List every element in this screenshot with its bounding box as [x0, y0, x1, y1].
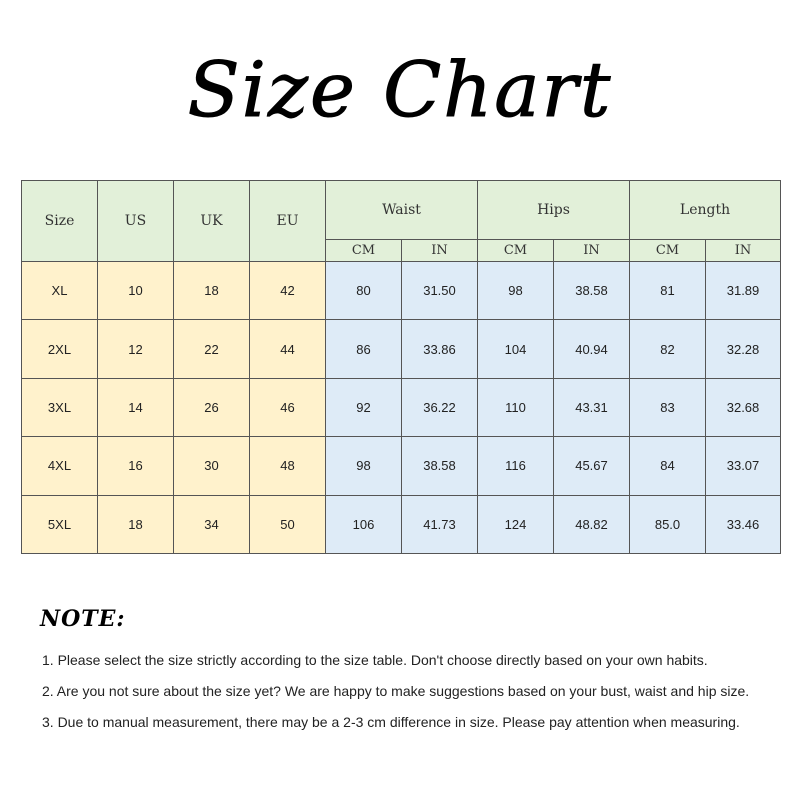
cell-length-cm: 82	[630, 320, 706, 378]
note-line-2: 2. Are you not sure about the size yet? We are happy to make suggestions based on your bust, waist and hip size.	[42, 683, 750, 699]
size-table	[21, 180, 781, 554]
page-title: Size Chart	[187, 45, 613, 134]
cell-length-in: 33.07	[706, 437, 781, 495]
cell-us: 16	[98, 437, 174, 495]
cell-waist-cm: 92	[326, 378, 402, 436]
cell-waist-cm: 80	[326, 262, 402, 320]
cell-size: 3XL	[22, 378, 98, 436]
cell-hips-cm: 116	[478, 437, 554, 495]
cell-length-in: 32.28	[706, 320, 781, 378]
cell-length-in: 33.46	[706, 495, 781, 553]
header-length-in: IN	[706, 240, 781, 262]
header-hips-in: IN	[554, 240, 630, 262]
cell-hips-in: 38.58	[554, 262, 630, 320]
table-row	[22, 262, 781, 320]
header-size: Size	[22, 181, 98, 262]
cell-hips-in: 43.31	[554, 378, 630, 436]
note-line-3: 3. Due to manual measurement, there may be a 2-3 cm difference in size. Please pay attention when measuring.	[42, 714, 740, 730]
header-us: US	[98, 181, 174, 262]
table-row	[22, 437, 781, 495]
header-uk: UK	[174, 181, 250, 262]
cell-uk: 18	[174, 262, 250, 320]
cell-uk: 26	[174, 378, 250, 436]
cell-length-in: 31.89	[706, 262, 781, 320]
cell-hips-cm: 98	[478, 262, 554, 320]
cell-uk: 30	[174, 437, 250, 495]
cell-length-cm: 83	[630, 378, 706, 436]
table-row	[22, 320, 781, 378]
cell-uk: 22	[174, 320, 250, 378]
header-hips-cm: CM	[478, 240, 554, 262]
cell-uk: 34	[174, 495, 250, 553]
cell-size: 2XL	[22, 320, 98, 378]
header-length: Length	[630, 181, 781, 240]
cell-eu: 44	[250, 320, 326, 378]
table-row	[22, 495, 781, 553]
cell-waist-in: 31.50	[402, 262, 478, 320]
cell-hips-in: 45.67	[554, 437, 630, 495]
note-title: NOTE:	[40, 606, 126, 632]
cell-length-in: 32.68	[706, 378, 781, 436]
cell-us: 14	[98, 378, 174, 436]
cell-us: 18	[98, 495, 174, 553]
cell-waist-in: 36.22	[402, 378, 478, 436]
header-hips: Hips	[478, 181, 630, 240]
header-waist: Waist	[326, 181, 478, 240]
header-eu: EU	[250, 181, 326, 262]
cell-waist-cm: 106	[326, 495, 402, 553]
cell-hips-cm: 124	[478, 495, 554, 553]
cell-size: 5XL	[22, 495, 98, 553]
header-length-cm: CM	[630, 240, 706, 262]
note-list	[42, 650, 782, 743]
header-waist-cm: CM	[326, 240, 402, 262]
cell-eu: 46	[250, 378, 326, 436]
cell-eu: 48	[250, 437, 326, 495]
note-line-1: 1. Please select the size strictly according to the size table. Don't choose directly based on your own habits.	[42, 652, 708, 668]
cell-hips-cm: 104	[478, 320, 554, 378]
cell-waist-in: 38.58	[402, 437, 478, 495]
cell-us: 12	[98, 320, 174, 378]
cell-waist-in: 33.86	[402, 320, 478, 378]
cell-waist-cm: 86	[326, 320, 402, 378]
cell-size: XL	[22, 262, 98, 320]
cell-eu: 50	[250, 495, 326, 553]
table-row	[22, 378, 781, 436]
cell-length-cm: 84	[630, 437, 706, 495]
cell-eu: 42	[250, 262, 326, 320]
cell-hips-cm: 110	[478, 378, 554, 436]
header-waist-in: IN	[402, 240, 478, 262]
cell-length-cm: 81	[630, 262, 706, 320]
cell-size: 4XL	[22, 437, 98, 495]
cell-hips-in: 40.94	[554, 320, 630, 378]
cell-hips-in: 48.82	[554, 495, 630, 553]
cell-waist-in: 41.73	[402, 495, 478, 553]
cell-us: 10	[98, 262, 174, 320]
table-body	[22, 262, 781, 554]
cell-length-cm: 85.0	[630, 495, 706, 553]
cell-waist-cm: 98	[326, 437, 402, 495]
